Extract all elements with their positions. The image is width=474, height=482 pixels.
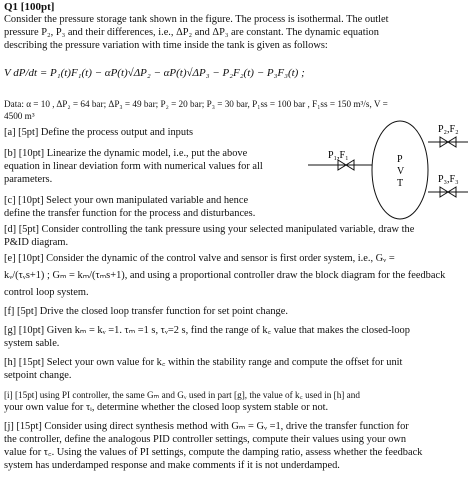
question-j-line: value for τ꜀. Using the values of PI settings, compute the damping ratio, assess whether the feedback [4, 447, 423, 458]
data-line: Data: α = 10 , ΔP₂ = 64 bar; ΔP₃ = 49 bar; P₂ = 20 bar; P₃ = 30 bar, P₁ss = 100 bar , F₁ss = 150 m³/s, V = [4, 99, 388, 109]
outlet-bottom-label: P₃,F₃ [438, 174, 459, 185]
question-i-line: [i] [15pt] using PI controller, the same Gₘ and Gᵥ used in part [g], the value of k꜀ used in [h] and [4, 390, 360, 400]
question-title: Q1 [100pt] [4, 1, 55, 13]
question-b-line: parameters. [4, 174, 53, 185]
question-g-line: [g] [10pt] Given kₘ = kᵥ =1. τₘ =1 s, τᵥ=2 s, find the range of k꜀ value that makes the closed-loop [4, 325, 410, 336]
question-c-line: define the transfer function for the process and disturbances. [4, 208, 256, 219]
question-c-line: [c] [10pt] Select your own manipulated variable and hence [4, 195, 249, 206]
question-a: [a] [5pt] Define the process output and inputs [4, 127, 193, 138]
question-f: [f] [5pt] Drive the closed loop transfer function for set point change. [4, 306, 288, 317]
question-h-line: [h] [15pt] Select your own value for k꜀ within the stability range and compute the offset for unit [4, 357, 403, 368]
tank-diagram [300, 118, 470, 223]
intro-line: pressure P₂, P₃ and their differences, i.e., ΔP₂ and ΔP₃ are constant. The dynamic equation [4, 27, 379, 38]
data-line: 4500 m³ [4, 111, 35, 121]
question-b-line: [b] [10pt] Linearize the dynamic model, i.e., put the above [4, 148, 248, 159]
question-g-line: system sable. [4, 338, 60, 349]
question-e-line: [e] [10pt] Consider the dynamic of the control valve and sensor is first order system, i.e., Gᵥ = [4, 253, 395, 264]
outlet-top-label: P₂,F₂ [438, 124, 459, 135]
question-j-line: system has underdamped response and make comments if it is not underdamped. [4, 460, 340, 471]
dynamic-equation: V dP/dt = P₁(t)F₁(t) − αP(t)√ΔP₂ − αP(t)√ΔP₃ − P₂F₂(t) − P₃F₃(t) ; [4, 67, 305, 79]
question-i-line: your own value for τᵢ, determine whether the closed loop system stable or not. [4, 402, 329, 413]
tank-letter: V [397, 166, 405, 177]
intro-line: describing the pressure variation with time inside the tank is given as follows: [4, 40, 328, 51]
intro-line: Consider the pressure storage tank shown in the figure. The process is isothermal. The outlet [4, 14, 389, 25]
question-d-line: P&ID diagram. [4, 237, 69, 248]
question-b-line: equation in linear deviation form with numerical values for all [4, 161, 263, 172]
question-e-line: kᵥ/(τᵥs+1) ; Gₘ = kₘ/(τₘs+1), and using a proportional controller draw the block diagram for the feedback [4, 270, 446, 281]
question-j-line: the controller, define the analogous PID controller settings, compute their values using your own [4, 434, 407, 445]
tank-letter: T [397, 178, 404, 189]
question-e-line: control loop system. [4, 287, 89, 298]
question-j-line: [j] [15pt] Consider using direct synthesis method with Gₘ = Gᵥ =1, drive the transfer function for [4, 421, 409, 432]
question-d-line: [d] [5pt] Consider controlling the tank pressure using your selected manipulated variable, draw the [4, 224, 415, 235]
question-h-line: setpoint change. [4, 370, 72, 381]
tank-letter: P [397, 154, 403, 165]
inlet-label: P₁,F₁ [328, 150, 349, 161]
